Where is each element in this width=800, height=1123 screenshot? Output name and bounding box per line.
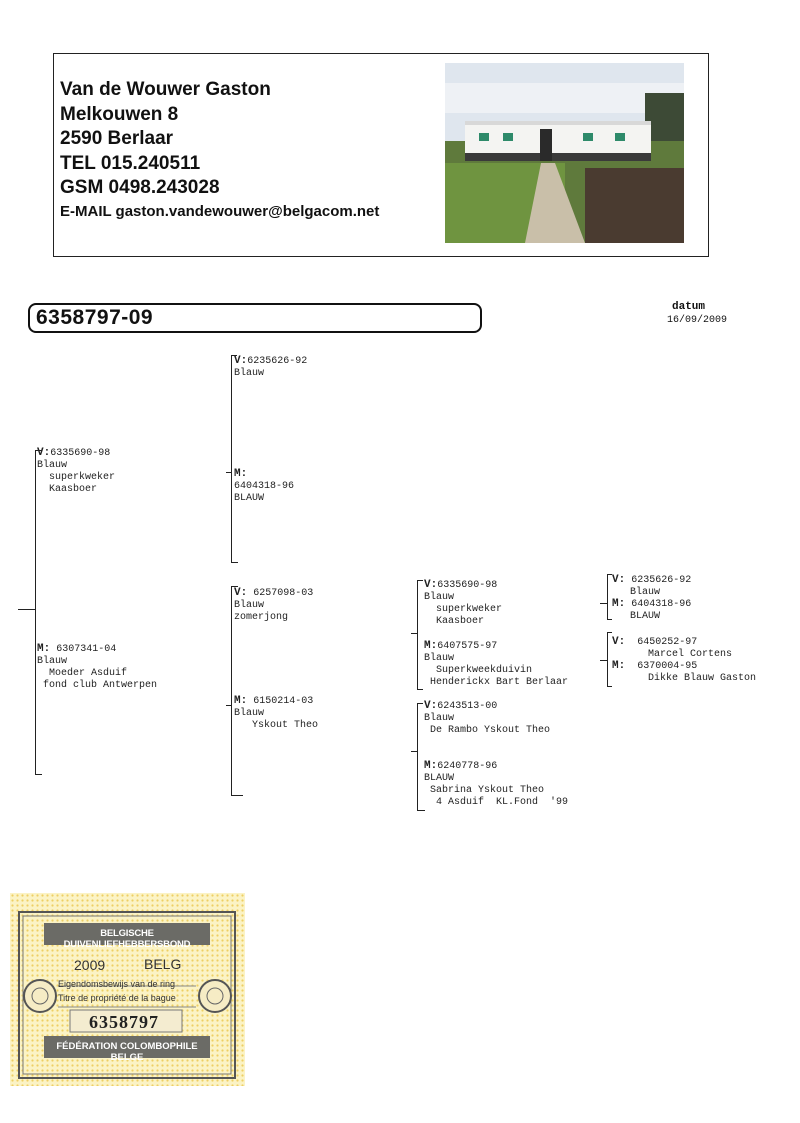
- bracket: [231, 795, 243, 796]
- mmf-ring: 6243513-00: [437, 701, 498, 712]
- g4a-tag: V:: [612, 574, 626, 586]
- mf-tag: V:: [234, 587, 248, 599]
- mf-line: Blauw: [234, 600, 265, 611]
- bracket: [417, 580, 418, 690]
- bracket: [417, 703, 418, 811]
- bracket: [35, 450, 36, 774]
- g4d-tag: M:: [612, 660, 626, 672]
- bracket: [417, 810, 425, 811]
- mm-line: Blauw: [234, 708, 265, 719]
- pedigree-mf: [234, 587, 313, 624]
- mmm-line: Sabrina Yskout Theo: [424, 785, 545, 796]
- mfm-tag: M:: [424, 640, 438, 652]
- mfm-ring: 6407575-97: [437, 641, 498, 652]
- mother-tag: M:: [37, 643, 51, 655]
- ring-number: 6358797-09: [36, 306, 154, 329]
- mfm-line: Blauw: [424, 653, 455, 664]
- bracket: [607, 574, 608, 620]
- pedigree-g4-b: [612, 598, 691, 623]
- mff-ring: 6335690-98: [437, 580, 498, 591]
- loft-photo: [445, 63, 684, 243]
- g4b-tag: M:: [612, 598, 626, 610]
- cert-line1: Eigendomsbewijs van de ring: [58, 979, 176, 989]
- cert-number: 6358797: [89, 1012, 159, 1032]
- bracket: [18, 609, 36, 610]
- mfm-line: Superkweekduivin: [424, 665, 533, 676]
- bracket: [231, 355, 232, 563]
- bracket: [607, 632, 612, 633]
- bracket: [231, 562, 238, 563]
- bracket: [607, 686, 612, 687]
- bracket: [35, 774, 42, 775]
- mf-ring: 6257098-03: [253, 588, 314, 599]
- fm-ring: 6404318-96: [234, 481, 295, 492]
- father-line: Kaasboer: [37, 484, 98, 495]
- mmm-line: BLAUW: [424, 773, 455, 784]
- mother-line: Moeder Asduif: [37, 668, 128, 679]
- bracket: [417, 580, 423, 581]
- pedigree-mff: [424, 579, 502, 628]
- bracket: [411, 633, 417, 634]
- bracket: [417, 689, 423, 690]
- cert-bottom-title: FÉDÉRATION COLOMBOPHILE BELGE: [56, 1041, 198, 1063]
- mmf-line: Blauw: [424, 713, 455, 724]
- mmm-tag: M:: [424, 760, 438, 772]
- father-ring: 6335690-98: [50, 448, 111, 459]
- owner-gsm: GSM 0498.243028: [60, 177, 220, 198]
- fm-tag: M:: [234, 468, 248, 480]
- mother-ring: 6307341-04: [56, 644, 117, 655]
- bracket: [417, 703, 423, 704]
- pedigree-mmf: [424, 700, 550, 737]
- owner-name: Van de Wouwer Gaston: [60, 79, 271, 100]
- owner-city: 2590 Berlaar: [60, 128, 174, 149]
- datum-label: datum: [672, 301, 706, 313]
- mff-line: superkweker: [424, 604, 503, 615]
- g4a-line: Blauw: [630, 587, 661, 598]
- g4c-ring: 6450252-97: [637, 637, 698, 648]
- mff-line: Blauw: [424, 592, 455, 603]
- father-line: superkweker: [37, 472, 116, 483]
- cert-country: BELG: [144, 956, 182, 972]
- father-line: Blauw: [37, 460, 68, 471]
- datum-value: 16/09/2009: [667, 315, 728, 326]
- bracket: [231, 586, 232, 796]
- owner-block: [60, 78, 379, 223]
- pedigree-mfm: [424, 640, 568, 689]
- cert-line2: Titre de propriété de la bague: [58, 993, 176, 1003]
- bracket: [411, 751, 417, 752]
- bracket: [600, 603, 607, 604]
- g4c-line: Marcel Cortens: [636, 649, 733, 660]
- mff-tag: V:: [424, 579, 438, 591]
- mff-line: Kaasboer: [424, 616, 485, 627]
- pedigree-fm: [234, 468, 294, 505]
- mother-line: fond club Antwerpen: [37, 680, 158, 691]
- g4d-line: Dikke Blauw Gaston: [636, 673, 757, 684]
- g4a-ring: 6235626-92: [631, 575, 692, 586]
- g4b-line: BLAUW: [630, 611, 661, 622]
- mmm-line: 4 Asduif KL.Fond '99: [424, 797, 569, 808]
- mother-line: Blauw: [37, 656, 68, 667]
- bracket: [600, 660, 607, 661]
- cert-year: 2009: [74, 957, 106, 973]
- g4d-ring: 6370004-95: [637, 661, 698, 672]
- ff-ring: 6235626-92: [247, 356, 308, 367]
- ff-tag: V:: [234, 355, 248, 367]
- owner-email: E-MAIL gaston.vandewouwer@belgacom.net: [60, 202, 380, 220]
- fm-line: BLAUW: [234, 493, 265, 504]
- pedigree-mmm: [424, 760, 568, 809]
- g4c-tag: V:: [612, 636, 626, 648]
- ff-line: Blauw: [234, 368, 265, 379]
- pedigree-father: [37, 447, 115, 496]
- bracket: [607, 632, 608, 687]
- pedigree-g4-d: [612, 660, 756, 685]
- mm-line: Yskout Theo: [234, 720, 319, 731]
- mf-line: zomerjong: [234, 612, 289, 623]
- pedigree-ff: [234, 355, 307, 380]
- cert-top-title: BELGISCHE DUIVENLIEFHEBBERSBOND: [63, 928, 191, 950]
- father-tag: V:: [37, 447, 51, 459]
- bracket: [226, 472, 232, 473]
- pedigree-g4-c: [612, 636, 732, 661]
- pedigree-g4-a: [612, 574, 691, 599]
- ring-certificate: [10, 893, 245, 1086]
- mfm-line: Henderickx Bart Berlaar: [424, 677, 569, 688]
- mmm-ring: 6240778-96: [437, 761, 498, 772]
- g4b-ring: 6404318-96: [631, 599, 692, 610]
- mm-tag: M:: [234, 695, 248, 707]
- bracket: [226, 705, 232, 706]
- owner-tel: TEL 015.240511: [60, 152, 201, 174]
- owner-street: Melkouwen 8: [60, 103, 179, 125]
- mmf-tag: V:: [424, 700, 438, 712]
- pedigree-mm: [234, 695, 318, 732]
- mmf-line: De Rambo Yskout Theo: [424, 725, 551, 736]
- pedigree-mother: [37, 643, 157, 692]
- mm-ring: 6150214-03: [253, 696, 314, 707]
